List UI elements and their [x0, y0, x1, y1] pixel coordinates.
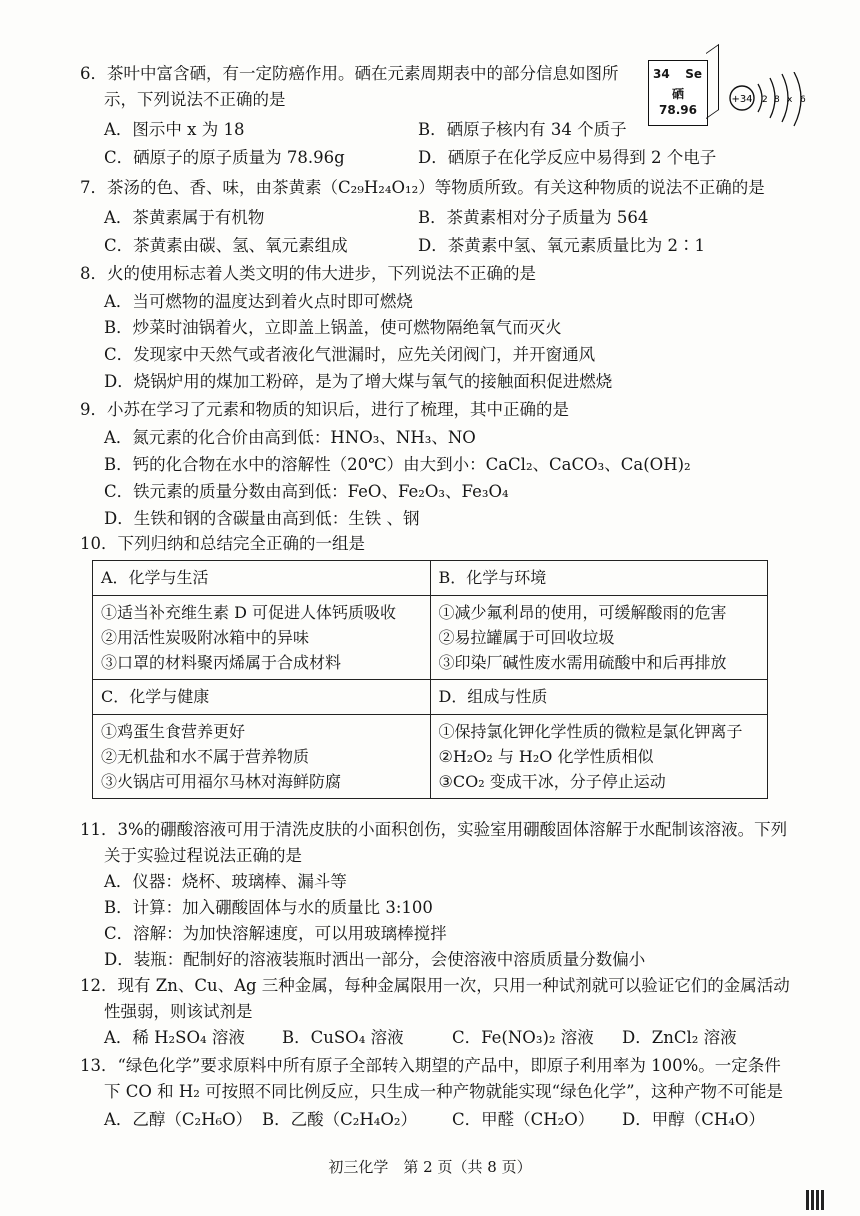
q10-cell-d-body: [430, 715, 768, 799]
q13-option-b: B．乙酸（C₂H₄O₂）: [262, 1110, 418, 1129]
element-symbol: Se: [685, 67, 702, 81]
q10-a-item-2: ②用活性炭吸附冰箱中的异味: [101, 628, 310, 647]
q12-stem-line2: 性强弱，则该试剂是: [104, 1002, 253, 1021]
q9-option-d: D．生铁和钢的含碳量由高到低：生铁 、钢: [104, 509, 420, 528]
q6-option-a: A．图示中 x 为 18: [104, 120, 245, 139]
q8-option-b: B．炒菜时油锅着火，立即盖上锅盖，使可燃物隔绝氧气而灭火: [104, 318, 562, 337]
page-footer: 初三化学 第 2 页（共 8 页）: [328, 1158, 532, 1176]
q8-option-c: C．发现家中天然气或者液化气泄漏时，应先关闭阀门，并开窗通风: [104, 345, 596, 364]
q10-cell-d-title: D．组成与性质: [430, 680, 768, 715]
q11-stem-line1: 11．3%的硼酸溶液可用于清洗皮肤的小面积创伤，实验室用硼酸固体溶解于水配制该溶液。下列: [80, 820, 788, 839]
q12-option-b: B．CuSO₄ 溶液: [282, 1028, 404, 1047]
q12-option-c: C．Fe(NO₃)₂ 溶液: [452, 1028, 594, 1047]
q7-option-b: B．茶黄素相对分子质量为 564: [418, 208, 649, 227]
q10-cell-b-title: B．化学与环境: [430, 561, 768, 596]
q8-option-a: A．当可燃物的温度达到着火点时即可燃烧: [104, 292, 413, 311]
q11-option-c: C．溶解：为加快溶解速度，可以用玻璃棒搅拌: [104, 924, 447, 943]
nucleus-charge: +34: [731, 94, 753, 105]
element-name: 硒: [671, 87, 684, 101]
atom-structure-diagram: [728, 72, 828, 132]
q10-a-item-3: ③口罩的材料聚丙烯属于合成材料: [101, 653, 342, 672]
q8-stem: 8．火的使用标志着人类文明的伟大进步，下列说法不正确的是: [80, 264, 536, 283]
q10-d-item-2: ②H₂O₂ 与 H₂O 化学性质相似: [438, 747, 654, 766]
q11-option-a: A．仪器：烧杯、玻璃棒、漏斗等: [104, 872, 347, 891]
q12-option-a: A．稀 H₂SO₄ 溶液: [104, 1028, 245, 1047]
q10-cell-b-body: [430, 596, 768, 680]
q12-stem-line1: 12．现有 Zn、Cu、Ag 三种金属，每种金属限用一次，只用一种试剂就可以验证它们的金属活动: [80, 976, 790, 995]
q6-stem-line2: 示，下列说法不正确的是: [104, 90, 286, 109]
q10-cell-a-body: [93, 596, 431, 680]
q10-cell-c-title: C．化学与健康: [93, 680, 431, 715]
q9-option-b: B．钙的化合物在水中的溶解性（20℃）由大到小：CaCl₂、CaCO₃、Ca(OH)₂: [104, 455, 691, 474]
q10-c-item-1: ①鸡蛋生食营养更好: [101, 722, 246, 741]
q10-b-item-3: ③印染厂碱性废水需用硫酸中和后再排放: [438, 653, 727, 672]
q10-cell-a-title: A．化学与生活: [93, 561, 431, 596]
q10-d-item-1: ①保持氯化钾化学性质的微粒是氯化钾离子: [438, 722, 743, 741]
q7-option-d: D．茶黄素中氢、氧元素质量比为 2∶1: [418, 236, 705, 255]
q10-stem: 10．下列归纳和总结完全正确的一组是: [80, 534, 365, 553]
q10-c-item-2: ②无机盐和水不属于营养物质: [101, 747, 310, 766]
q7-option-a: A．茶黄素属于有机物: [104, 208, 265, 227]
atomic-number: 34: [653, 67, 670, 81]
q10-cell-c-body: [93, 715, 431, 799]
q6-option-c: C．硒原子的原子质量为 78.96g: [104, 148, 345, 167]
q11-stem-line2: 关于实验过程说法正确的是: [104, 846, 302, 865]
q7-option-c: C．茶黄素由碳、氢、氧元素组成: [104, 236, 348, 255]
q13-stem-line2: 下 CO 和 H₂ 可按照不同比例反应，只生成一种产物就能实现“绿色化学”，这种产物不可能是: [104, 1082, 784, 1101]
q12-option-d: D．ZnCl₂ 溶液: [622, 1028, 737, 1047]
q9-option-a: A．氮元素的化合价由高到低：HNO₃、NH₃、NO: [104, 428, 476, 447]
q6-stem-line1: 6．茶叶中富含硒，有一定防癌作用。硒在元素周期表中的部分信息如图所: [80, 64, 619, 83]
shell-electrons-1: 2: [762, 95, 768, 105]
q8-option-d: D．烧锅炉用的煤加工粉碎，是为了增大煤与氧气的接触面积促进燃烧: [104, 372, 613, 391]
q10-d-item-3: ③CO₂ 变成干冰，分子停止运动: [438, 772, 666, 791]
q9-stem: 9．小苏在学习了元素和物质的知识后，进行了梳理，其中正确的是: [80, 400, 569, 419]
q10-b-item-1: ①减少氟利昂的使用，可缓解酸雨的危害: [438, 603, 727, 622]
q11-option-d: D．装瓶：配制好的溶液装瓶时洒出一部分，会使溶液中溶质质量分数偏小: [104, 950, 646, 969]
q10-b-item-2: ②易拉罐属于可回收垃圾: [438, 628, 615, 647]
q6-option-d: D．硒原子在化学反应中易得到 2 个电子: [418, 148, 717, 167]
q10-summary-table: [92, 560, 768, 799]
atomic-mass: 78.96: [659, 103, 697, 117]
shell-electrons-2: 8: [774, 95, 780, 105]
q10-a-item-1: ①适当补充维生素 D 可促进人体钙质吸收: [101, 603, 397, 622]
shell-electrons-3: x: [787, 95, 793, 105]
q13-stem-line1: 13．“绿色化学”要求原料中所有原子全部转入期望的产品中，即原子利用率为 100%。一定条件: [80, 1056, 781, 1075]
qr-code-icon: [806, 1190, 826, 1210]
q7-stem: 7．茶汤的色、香、味，由茶黄素（C₂₉H₂₄O₁₂）等物质所致。有关这种物质的说法不正确的是: [80, 178, 765, 197]
periodic-table-cell: [648, 60, 708, 126]
q9-option-c: C．铁元素的质量分数由高到低：FeO、Fe₂O₃、Fe₃O₄: [104, 482, 509, 501]
q11-option-b: B．计算：加入硼酸固体与水的质量比 3:100: [104, 898, 433, 917]
q6-option-b: B．硒原子核内有 34 个质子: [418, 120, 627, 139]
q13-option-d: D．甲醇（CH₄O）: [622, 1110, 765, 1129]
q10-c-item-3: ③火锅店可用福尔马林对海鲜防腐: [101, 772, 342, 791]
q13-option-a: A．乙醇（C₂H₆O）: [104, 1110, 253, 1129]
q13-option-c: C．甲醛（CH₂O）: [452, 1110, 595, 1129]
shell-electrons-4: 6: [800, 95, 806, 105]
